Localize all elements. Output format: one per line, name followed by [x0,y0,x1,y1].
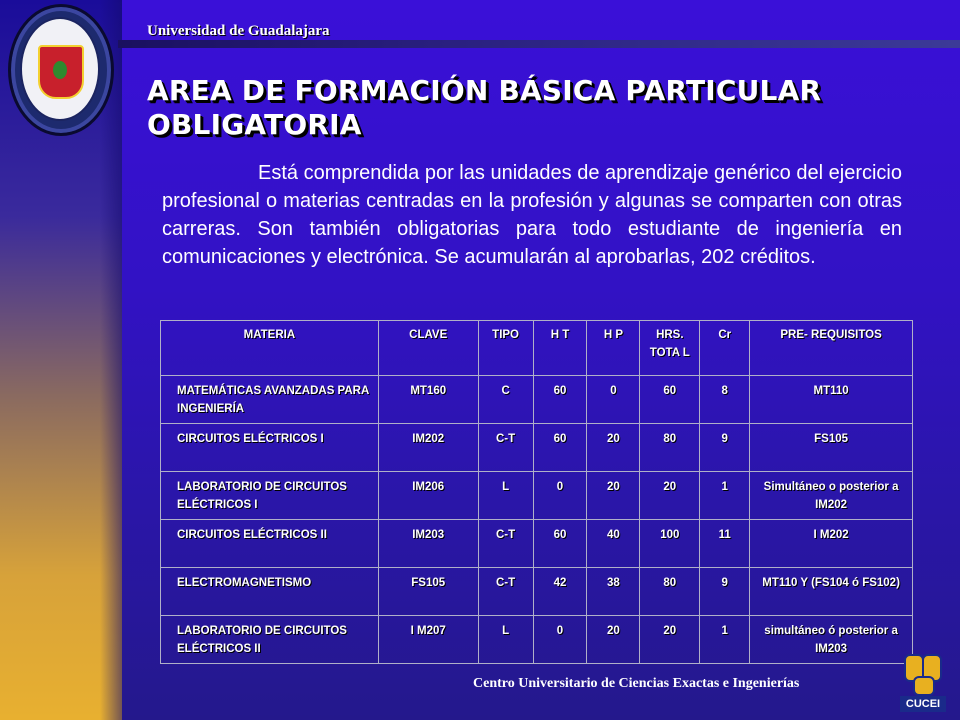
table-cell: 0 [533,472,587,520]
table-cell: IM203 [378,520,478,568]
description-paragraph: Está comprendida por las unidades de aprendizaje genérico del ejercicio profesional o materias centradas en la profesión y algunas se comparten con otras carreras. Son también obligatorias para todo estudiante de ingeniería en comunicaciones y electrónica. Se acumularán al aprobarlas, 202 créditos. [162,162,902,268]
cucei-logo-text: CUCEI [900,696,946,712]
table-row [161,520,913,568]
table-cell: IM206 [378,472,478,520]
table-cell: 42 [533,568,587,616]
table-cell: 9 [700,424,750,472]
course-name-cell: MATEMÁTICAS AVANZADAS PARA INGENIERÍA [161,376,379,424]
footer-institution: Centro Universitario de Ciencias Exactas e Ingenierías [473,676,800,691]
table-cell: 60 [640,376,700,424]
table-cell: MT160 [378,376,478,424]
slide-title-line-1: AREA DE FORMACIÓN BÁSICA PARTICULAR [147,74,822,107]
table-row [161,376,913,424]
table-row [161,615,913,663]
table-cell: FS105 [750,424,913,472]
table-cell: 60 [533,424,587,472]
course-name-cell: CIRCUITOS ELÉCTRICOS I [161,424,379,472]
table-cell: 100 [640,520,700,568]
table-cell: 20 [587,424,640,472]
table-cell: 60 [533,376,587,424]
header-divider [118,40,960,48]
column-header: TIPO [478,321,533,376]
column-header: MATERIA [161,321,379,376]
courses-table [160,320,913,664]
course-name-cell: LABORATORIO DE CIRCUITOS ELÉCTRICOS I [161,472,379,520]
course-name-cell: ELECTROMAGNETISMO [161,568,379,616]
table-row [161,472,913,520]
table-cell: 80 [640,424,700,472]
table-cell: 9 [700,568,750,616]
table-cell: 11 [700,520,750,568]
table-cell: L [478,615,533,663]
column-header: PRE- REQUISITOS [750,321,913,376]
table-cell: 0 [533,615,587,663]
table-row [161,424,913,472]
table-cell: 8 [700,376,750,424]
table-cell: 20 [640,615,700,663]
table-cell: 1 [700,472,750,520]
table-cell: MT110 Y (FS104 ó FS102) [750,568,913,616]
table-cell: 60 [533,520,587,568]
column-header: H P [587,321,640,376]
table-cell: C-T [478,520,533,568]
seal-shield-icon [38,45,84,99]
table-cell: 20 [587,615,640,663]
table-cell: C [478,376,533,424]
table-cell: 20 [587,472,640,520]
university-seal-logo [8,4,114,136]
table-header-row [161,321,913,376]
slide-title [147,74,821,142]
table-cell: L [478,472,533,520]
table-cell: 38 [587,568,640,616]
slide-title-line-2: OBLIGATORIA [147,108,362,141]
table-cell: C-T [478,568,533,616]
column-header: CLAVE [378,321,478,376]
course-name-cell: CIRCUITOS ELÉCTRICOS II [161,520,379,568]
table-cell: 1 [700,615,750,663]
table-cell: C-T [478,424,533,472]
table-cell: 80 [640,568,700,616]
table-cell: MT110 [750,376,913,424]
table-row [161,568,913,616]
cucei-logo [900,652,946,714]
university-name: Universidad de Guadalajara [147,23,330,39]
table-cell: Simultáneo o posterior a IM202 [750,472,913,520]
column-header: H T [533,321,587,376]
table-cell: 20 [640,472,700,520]
table-cell: IM202 [378,424,478,472]
table-cell: 40 [587,520,640,568]
column-header: HRS. TOTA L [640,321,700,376]
table-cell: I M207 [378,615,478,663]
table-cell: I M202 [750,520,913,568]
column-header: Cr [700,321,750,376]
course-name-cell: LABORATORIO DE CIRCUITOS ELÉCTRICOS II [161,615,379,663]
table-cell: 0 [587,376,640,424]
table-cell: FS105 [378,568,478,616]
table-cell: simultáneo ó posterior a IM203 [750,615,913,663]
